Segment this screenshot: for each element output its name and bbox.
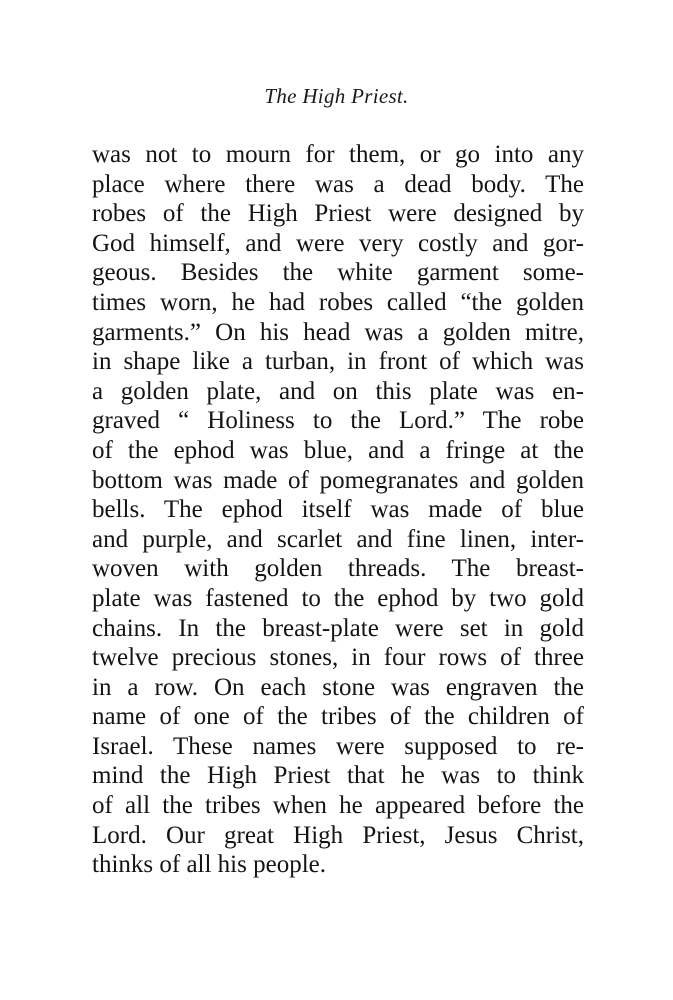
text-line: bells. The ephod itself was made of blue [92,496,584,524]
running-head: The High Priest. [264,84,409,108]
text-line: in shape like a turban, in front of which was [92,348,584,376]
text-line: thinks of all his people. [92,851,326,879]
text-line: Lord. Our great High Priest, Jesus Christ, [92,821,584,849]
text-line: was not to mourn for them, or go into any [92,141,584,168]
text-line: geous. Besides the white garment some- [92,259,584,287]
text-line: a golden plate, and on this plate was en- [92,377,584,405]
text-line: twelve precious stones, in four rows of three [92,644,584,672]
text-line: of all the tribes when he appeared before the [92,792,584,820]
text-line: and purple, and scarlet and fine linen, inter- [92,525,584,553]
body-paragraph [92,140,584,880]
text-line: garments.” On his head was a golden mitre, [92,318,584,346]
text-line: place where there was a dead body. The [92,170,584,198]
text-line: in a row. On each stone was engraven the [92,673,584,701]
text-line: robes of the High Priest were designed by [92,200,584,228]
text-line: times worn, he had robes called “the golden [92,288,584,316]
text-line: graved “ Holiness to the Lord.” The robe [92,407,584,435]
text-line: of the ephod was blue, and a fringe at the [92,436,584,464]
text-line: chains. In the breast-plate were set in gold [92,614,584,642]
text-line: bottom was made of pomegranates and golden [92,466,584,494]
text-line: God himself, and were very costly and gor- [92,229,584,257]
text-line: mind the High Priest that he was to think [92,762,584,790]
text-line: plate was fastened to the ephod by two gold [92,584,584,612]
text-line: woven with golden threads. The breast- [92,555,584,583]
text-line: name of one of the tribes of the children of [92,703,584,731]
text-line: Israel. These names were supposed to re- [92,732,584,760]
